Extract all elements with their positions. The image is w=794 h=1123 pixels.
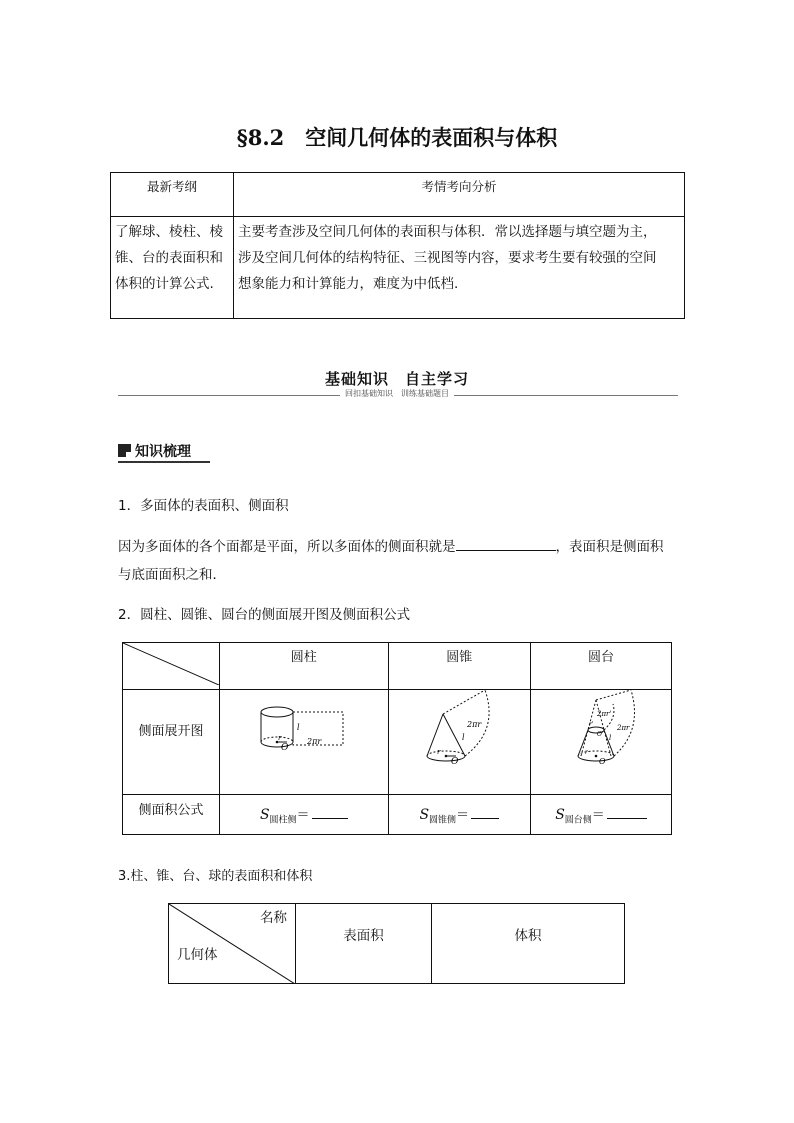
section-subtitle: [0, 388, 794, 399]
cylinder-o-label: O: [280, 743, 289, 753]
answer-blank: [456, 536, 556, 551]
surface-volume-table: [168, 903, 625, 984]
cylinder-top: [261, 707, 293, 717]
item1-text: [118, 535, 664, 555]
section-subtitle-text: 回扣基础知识 训练基础题目: [340, 389, 454, 398]
cone-net-diagram: [389, 690, 529, 790]
tag-underline: [118, 461, 210, 463]
analysis-line: 主要考查涉及空间几何体的表面积与体积．常以选择题与填空题为主，: [238, 224, 657, 240]
knowledge-tag-label: 知识梳理: [135, 444, 191, 460]
formula-sub: 圆锥侧: [429, 815, 457, 826]
frustum-o-top-label: O': [597, 731, 604, 738]
syllabus-line: 体积的计算公式.: [115, 276, 214, 292]
syllabus-cell: [111, 217, 234, 319]
diagonal-line: [123, 643, 219, 685]
formula-eq: ＝: [296, 807, 310, 823]
item3-heading: 3.柱、锥、台、球的表面积和体积: [118, 869, 313, 884]
frustum-r-label: r: [585, 749, 588, 756]
diag-top-label: 名称: [260, 910, 287, 926]
item1-heading: 1．多面体的表面积、侧面积: [118, 498, 289, 514]
frustum-formula: [531, 795, 672, 835]
knowledge-tag: [118, 441, 191, 461]
formula-blank: [312, 806, 348, 819]
cylinder-net-cell: [220, 690, 389, 795]
cylinder-l-label: l: [296, 723, 300, 732]
formula-blank: [607, 806, 647, 819]
lateral-area-table: [122, 642, 672, 835]
formula-sub: 圆台侧: [564, 815, 592, 826]
item1-text-after: ，表面积是侧面积: [555, 539, 664, 555]
item1-text-before: 因为多面体的各个面都是平面，所以多面体的侧面积就是: [118, 539, 456, 555]
cone-formula: [388, 795, 531, 835]
analysis-header: 考情考向分析: [234, 173, 685, 217]
header-cylinder: 圆柱: [220, 643, 389, 690]
syllabus-header: 最新考纲: [111, 173, 234, 217]
item2-heading: 2．圆柱、圆锥、圆台的侧面展开图及侧面积公式: [118, 607, 411, 623]
frustum-arc-top-label: 2πr': [597, 710, 612, 718]
frustum-center: [595, 755, 598, 758]
cone-net-cell: [388, 690, 531, 795]
header-surface-area: 表面积: [296, 904, 432, 984]
syllabus-line: 了解球、棱柱、棱: [115, 224, 223, 240]
formula-eq: ＝: [591, 807, 605, 823]
frustum-net-cell: [531, 690, 672, 795]
section-title: 基础知识 自主学习: [324, 370, 469, 388]
diagonal-header-cell: [169, 904, 296, 984]
item1-text-line2: 与底面面积之和．: [118, 567, 226, 583]
cone-r-label: r: [437, 748, 441, 756]
frustum-apex-right: [596, 700, 611, 756]
row-label-formula: 侧面积公式: [123, 795, 220, 835]
formula-var: S: [259, 806, 270, 823]
formula-var: S: [555, 806, 565, 823]
cylinder-formula: [220, 795, 389, 835]
cone-l-label: l: [462, 733, 465, 742]
syllabus-line: 锥、台的表面积和: [115, 250, 223, 266]
page-title: §8.2 空间几何体的表面积与体积: [236, 125, 558, 150]
frustum-sector: [596, 690, 635, 756]
analysis-line: 涉及空间几何体的结构特征、三视图等内容，要求考生要有较强的空间: [238, 250, 657, 266]
syllabus-table: [110, 172, 685, 319]
frustum-r-top-label: r': [589, 721, 594, 728]
header-volume: 体积: [432, 904, 625, 984]
analysis-line: 想象能力和计算能力，难度为中低档.: [238, 276, 459, 292]
cone-o-label: O: [451, 757, 459, 767]
cone-center: [445, 755, 448, 758]
frustum-apex-left: [581, 700, 596, 756]
formula-eq: ＝: [456, 807, 470, 823]
frustum-l-label: l: [609, 734, 612, 742]
formula-blank: [471, 806, 499, 819]
row-label-net: 侧面展开图: [123, 690, 220, 795]
cylinder-r-label: r: [277, 734, 282, 742]
diag-bottom-label: 几何体: [177, 947, 218, 963]
header-cone: 圆锥: [388, 643, 531, 690]
frustum-net-diagram: [531, 690, 671, 790]
header-frustum: 圆台: [531, 643, 672, 690]
cylinder-net-diagram: [221, 690, 387, 790]
cone-arc-label: 2πr: [467, 720, 482, 729]
frustum-arc-bottom-label: 2πr: [617, 724, 630, 732]
diagonal-corner: [123, 643, 220, 690]
formula-var: S: [419, 806, 430, 823]
formula-sub: 圆柱侧: [269, 815, 297, 826]
cylinder-arc-label: 2πr: [306, 737, 321, 746]
analysis-cell: [234, 217, 685, 319]
cone-left-side: [427, 714, 443, 756]
square-icon: [118, 444, 131, 457]
frustum-o-label: O: [599, 757, 606, 766]
